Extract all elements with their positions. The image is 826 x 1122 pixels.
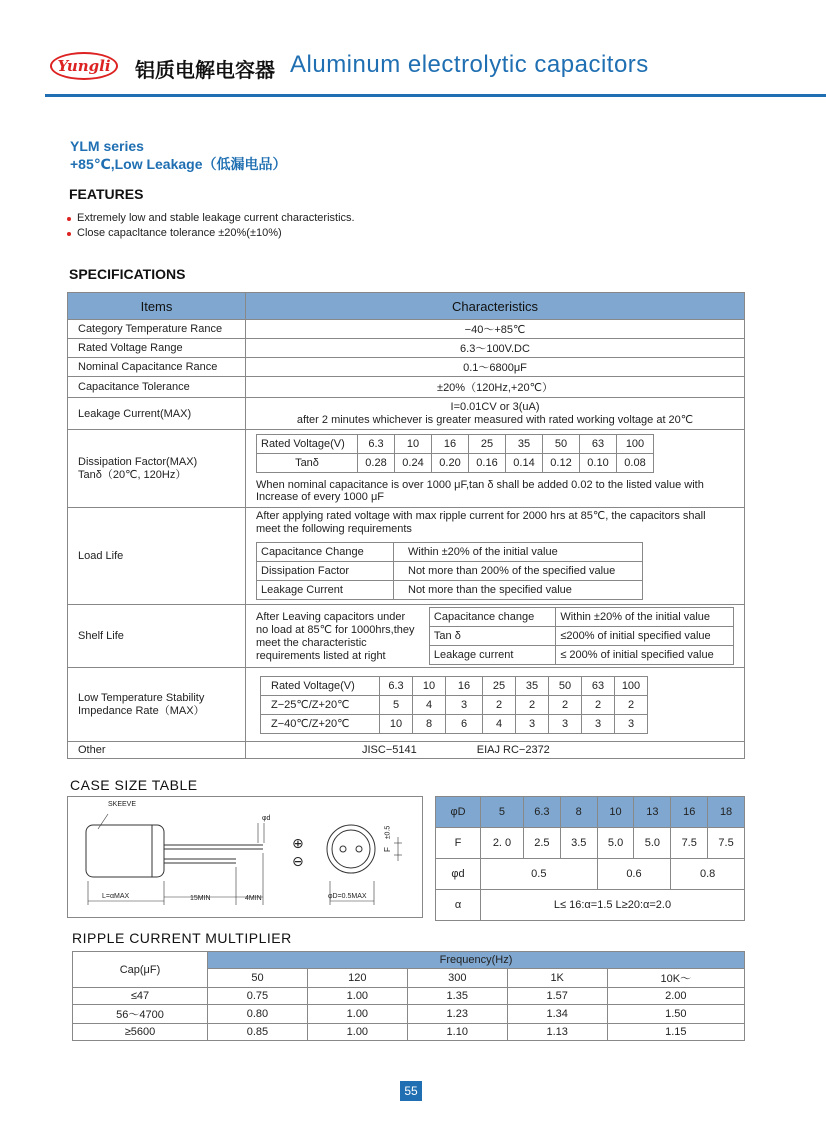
series-subtitle: +85℃,Low Leakage（低漏电品） bbox=[70, 156, 287, 172]
table-row: ≤47 0.75 1.00 1.35 1.57 2.00 bbox=[73, 988, 745, 1005]
features-heading: FEATURES bbox=[69, 186, 144, 202]
positive-icon: ⊕ bbox=[292, 835, 304, 851]
shelf-life-table: Capacitance change Within ±20% of the initial value Tan δ ≤200% of initial specified value Leakage current ≤ 200% of initial specified value bbox=[429, 607, 734, 665]
low-temp-row: Low Temperature Stability Impedance Rate（MAX） Rated Voltage(V) 6.3 10 16 25 35 50 63 100 Z−25℃/Z+20℃ 5 4 3 2 2 2 2 2 Z−40℃/Z+20℃ 10 8 6 4 3 3 3 3 bbox=[68, 668, 745, 742]
table-row: Cap(μF) Frequency(Hz) bbox=[73, 952, 745, 969]
table-row: 56～4700 0.80 1.00 1.23 1.34 1.50 bbox=[73, 1005, 745, 1024]
feature-item: Extremely low and stable leakage current characteristics. bbox=[67, 211, 355, 226]
table-row: Nominal Capacitance Rance 0.1～6800μF bbox=[68, 358, 745, 377]
case-size-table bbox=[435, 796, 745, 921]
table-row: Capacitance Tolerance ±20%（120Hz,+20℃） bbox=[68, 377, 745, 398]
series-block bbox=[70, 137, 287, 173]
shelf-life-row: Shelf Life After Leaving capacitors under no load at 85℃ for 1000hrs,they meet the characteristic requirements listed at right Capacitance change Within ±20% of the initial value Tan δ ≤200% of initial specified value Leakage current ≤ 200% of initial specified value bbox=[68, 605, 745, 668]
table-row: ≥5600 0.85 1.00 1.10 1.13 1.15 bbox=[73, 1024, 745, 1041]
leakage-row: Leakage Current(MAX) I=0.01CV or 3(uA) after 2 minutes whichever is greater measured with rated working voltage at 20℃ bbox=[68, 398, 745, 430]
table-row: 50 120 300 1K 10K～ bbox=[73, 969, 745, 988]
diameter-label: φD=0.5MAX bbox=[328, 893, 367, 900]
tan-delta-table: Rated Voltage(V) 6.3 10 16 25 35 50 63 100 Tanδ 0.28 0.24 0.20 0.16 0.14 0.12 0.10 0.08 bbox=[256, 434, 654, 473]
page-number: 55 bbox=[400, 1081, 422, 1101]
case-size-heading: CASE SIZE TABLE bbox=[70, 777, 198, 793]
bullet-icon bbox=[67, 232, 71, 236]
impedance-table: Rated Voltage(V) 6.3 10 16 25 35 50 63 100 Z−25℃/Z+20℃ 5 4 3 2 2 2 2 2 Z−40℃/Z+20℃ 10 8 6 4 3 3 3 3 bbox=[260, 676, 648, 734]
logo-text: Yungli bbox=[57, 57, 111, 75]
brand-logo bbox=[50, 52, 118, 80]
dissipation-row: Dissipation Factor(MAX) Tanδ（20℃, 120Hz） Rated Voltage(V) 6.3 10 16 25 35 50 63 100 Tanδ 0.28 0.24 0.20 0.16 0.14 0.12 0.10 0.08 When nominal capacitance is over 1000 μF,tan δ shall be added 0.02 to the listed value with Increase of every 1000 μF bbox=[68, 430, 745, 508]
pitch-label: F bbox=[382, 847, 392, 852]
lead-diameter-label: φd bbox=[262, 815, 271, 822]
other-row: Other JISC−5141 EIAJ RC−2372 bbox=[68, 742, 745, 759]
table-row: φD 5 6.3 8 10 13 16 18 bbox=[436, 797, 745, 828]
ripple-heading: RIPPLE CURRENT MULTIPLIER bbox=[72, 930, 292, 946]
pitch-tolerance-label: ±0.5 bbox=[384, 825, 392, 840]
table-row: Rated Voltage Range 6.3～100V.DC bbox=[68, 339, 745, 358]
table-row: Category Temperature Rance −40～+85℃ bbox=[68, 320, 745, 339]
feature-item: Close capacltance tolerance ±20%(±10%) bbox=[67, 226, 355, 241]
col-items: Items bbox=[68, 293, 246, 320]
specifications-heading: SPECIFICATIONS bbox=[69, 266, 186, 282]
ripple-table bbox=[72, 951, 745, 1041]
col-characteristics: Characteristics bbox=[246, 293, 745, 320]
skeeve-label: SKEEVE bbox=[108, 801, 137, 808]
series-name: YLM series bbox=[70, 138, 144, 154]
lead-15min-label: 15MIN bbox=[190, 895, 211, 902]
load-life-table: Capacitance Change Within ±20% of the initial value Dissipation Factor Not more than 200% of the specified value Leakage Current Not more than the specified value bbox=[256, 542, 643, 600]
title-english: Aluminum electrolytic capacitors bbox=[290, 51, 649, 78]
header-rule bbox=[45, 94, 826, 97]
negative-icon: ⊖ bbox=[292, 853, 304, 869]
lead-4min-label: 4MIN bbox=[245, 895, 262, 902]
table-row: φd 0.5 0.6 0.8 bbox=[436, 859, 745, 890]
length-label: L=αMAX bbox=[102, 893, 130, 900]
specifications-table bbox=[67, 292, 745, 759]
table-row: α L≤ 16:α=1.5 L≥20:α=2.0 bbox=[436, 890, 745, 921]
load-life-row: Load Life After applying rated voltage with max ripple current for 2000 hrs at 85℃, the capacitors shall meet the following requirements Capacitance Change Within ±20% of the initial value Dissipation Factor Not more than 200% of the specified value Leakage Current Not more than the specified value bbox=[68, 508, 745, 605]
capacitor-diagram bbox=[67, 796, 423, 918]
table-row: F 2. 0 2.5 3.5 5.0 5.0 7.5 7.5 bbox=[436, 828, 745, 859]
features-list bbox=[67, 211, 355, 241]
title-chinese: 铝质电解电容器 bbox=[135, 60, 275, 82]
bullet-icon bbox=[67, 217, 71, 221]
